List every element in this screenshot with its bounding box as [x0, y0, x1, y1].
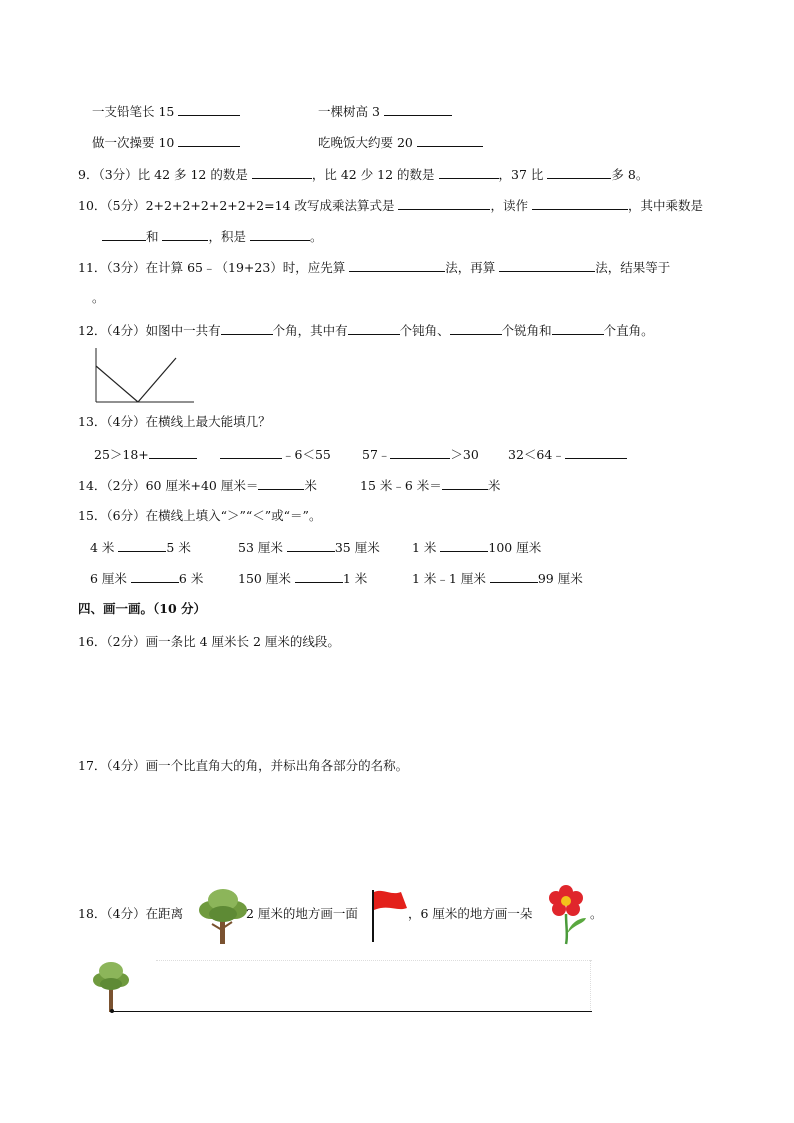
answer-blank[interactable]: [131, 570, 179, 583]
compare-item: 150 厘米 1 米: [238, 571, 368, 586]
answer-blank[interactable]: [417, 134, 483, 147]
question-11-line2: 。: [92, 290, 105, 305]
answer-blank[interactable]: [162, 228, 208, 241]
tree-icon: [92, 958, 132, 1014]
answer-blank[interactable]: [390, 446, 450, 459]
start-point: [110, 1009, 114, 1013]
compare-item: 4 米 5 米: [90, 540, 191, 555]
inequality-2: ﹣6＜55: [220, 446, 331, 463]
question-13-title: 13．（4分）在横线上最大能填几？: [78, 414, 271, 429]
answer-blank[interactable]: [384, 103, 452, 116]
answer-blank[interactable]: [220, 446, 282, 459]
answer-blank[interactable]: [295, 570, 343, 583]
fill-item-exercise: 做一次操要 10: [92, 134, 240, 151]
fill-item-dinner: 吃晚饭大约要 20: [318, 134, 483, 151]
answer-blank[interactable]: [499, 259, 595, 272]
question-14-part2: 15 米﹣6 米＝ 米: [360, 478, 501, 493]
answer-blank[interactable]: [287, 539, 335, 552]
answer-blank[interactable]: [349, 259, 445, 272]
answer-blank[interactable]: [450, 322, 502, 335]
question-18-end: 。: [590, 906, 603, 921]
drawing-area-guide: [590, 960, 592, 1012]
answer-blank[interactable]: [258, 477, 304, 490]
question-17: 17．（4分）画一个比直角大的角，并标出角各部分的名称。: [78, 758, 409, 773]
answer-blank[interactable]: [178, 103, 240, 116]
flower-icon: [546, 884, 590, 946]
question-9: 9．（3分）比 42 多 12 的数是 ，比 42 少 12 的数是 ，37 比 多 8。: [78, 167, 649, 182]
question-18-part3: ，6 厘米的地方画一朵: [408, 906, 533, 921]
question-18-part1: 18．（4分）在距离: [78, 906, 184, 921]
compare-item: 1 米 100 厘米: [412, 540, 542, 555]
answer-blank[interactable]: [565, 446, 627, 459]
section-heading: 四、画一画。（10 分）: [78, 601, 206, 616]
answer-blank[interactable]: [250, 228, 310, 241]
question-10: 10．（5分）2+2+2+2+2+2+2=14 改写成乘法算式是 ，读作 ，其中乘数是: [78, 198, 703, 213]
answer-blank[interactable]: [440, 539, 488, 552]
answer-blank[interactable]: [178, 134, 240, 147]
question-12: 12．（4分）如图中一共有 个角，其中有 个钝角、 个锐角和 个直角。: [78, 323, 654, 338]
answer-blank[interactable]: [547, 166, 611, 179]
answer-blank[interactable]: [118, 539, 166, 552]
answer-blank[interactable]: [221, 322, 273, 335]
answer-blank[interactable]: [490, 570, 538, 583]
answer-blank[interactable]: [398, 197, 490, 210]
question-11: 11．（3分）在计算 65﹣（19+23）时，应先算 法，再算 法，结果等于: [78, 260, 671, 275]
answer-blank[interactable]: [552, 322, 604, 335]
compare-item: 6 厘米 6 米: [90, 571, 204, 586]
tree-icon: [198, 884, 248, 946]
answer-blank[interactable]: [102, 228, 146, 241]
inequality-4: 32＜64﹣: [508, 446, 627, 463]
compare-item: 1 米﹣1 厘米 99 厘米: [412, 571, 583, 586]
answer-blank[interactable]: [149, 446, 197, 459]
drawing-area-guide: [156, 960, 592, 962]
angle-figure: [92, 346, 196, 404]
answer-blank[interactable]: [252, 166, 312, 179]
fill-item-tree: 一棵树高 3: [318, 103, 452, 120]
answer-blank[interactable]: [439, 166, 499, 179]
red-flag-icon: [369, 888, 411, 944]
inequality-3: 57﹣ ＞30: [362, 447, 479, 462]
question-15-title: 15．（6分）在横线上填入“＞”“＜”或“＝”。: [78, 508, 322, 523]
answer-blank[interactable]: [532, 197, 628, 210]
question-18-part2: 2 厘米的地方画一面: [246, 906, 358, 921]
fill-item-pencil: 一支铅笔长 15: [92, 103, 240, 120]
question-10-line2: 和 ，积是 。: [102, 228, 322, 245]
drawing-baseline[interactable]: [112, 1011, 592, 1012]
question-14: 14．（2分）60 厘米+40 厘米＝ 米: [78, 478, 317, 493]
answer-blank[interactable]: [348, 322, 400, 335]
answer-blank[interactable]: [442, 477, 488, 490]
inequality-1: 25＞18+: [94, 446, 197, 463]
compare-item: 53 厘米 35 厘米: [238, 540, 380, 555]
question-16: 16．（2分）画一条比 4 厘米长 2 厘米的线段。: [78, 634, 340, 649]
